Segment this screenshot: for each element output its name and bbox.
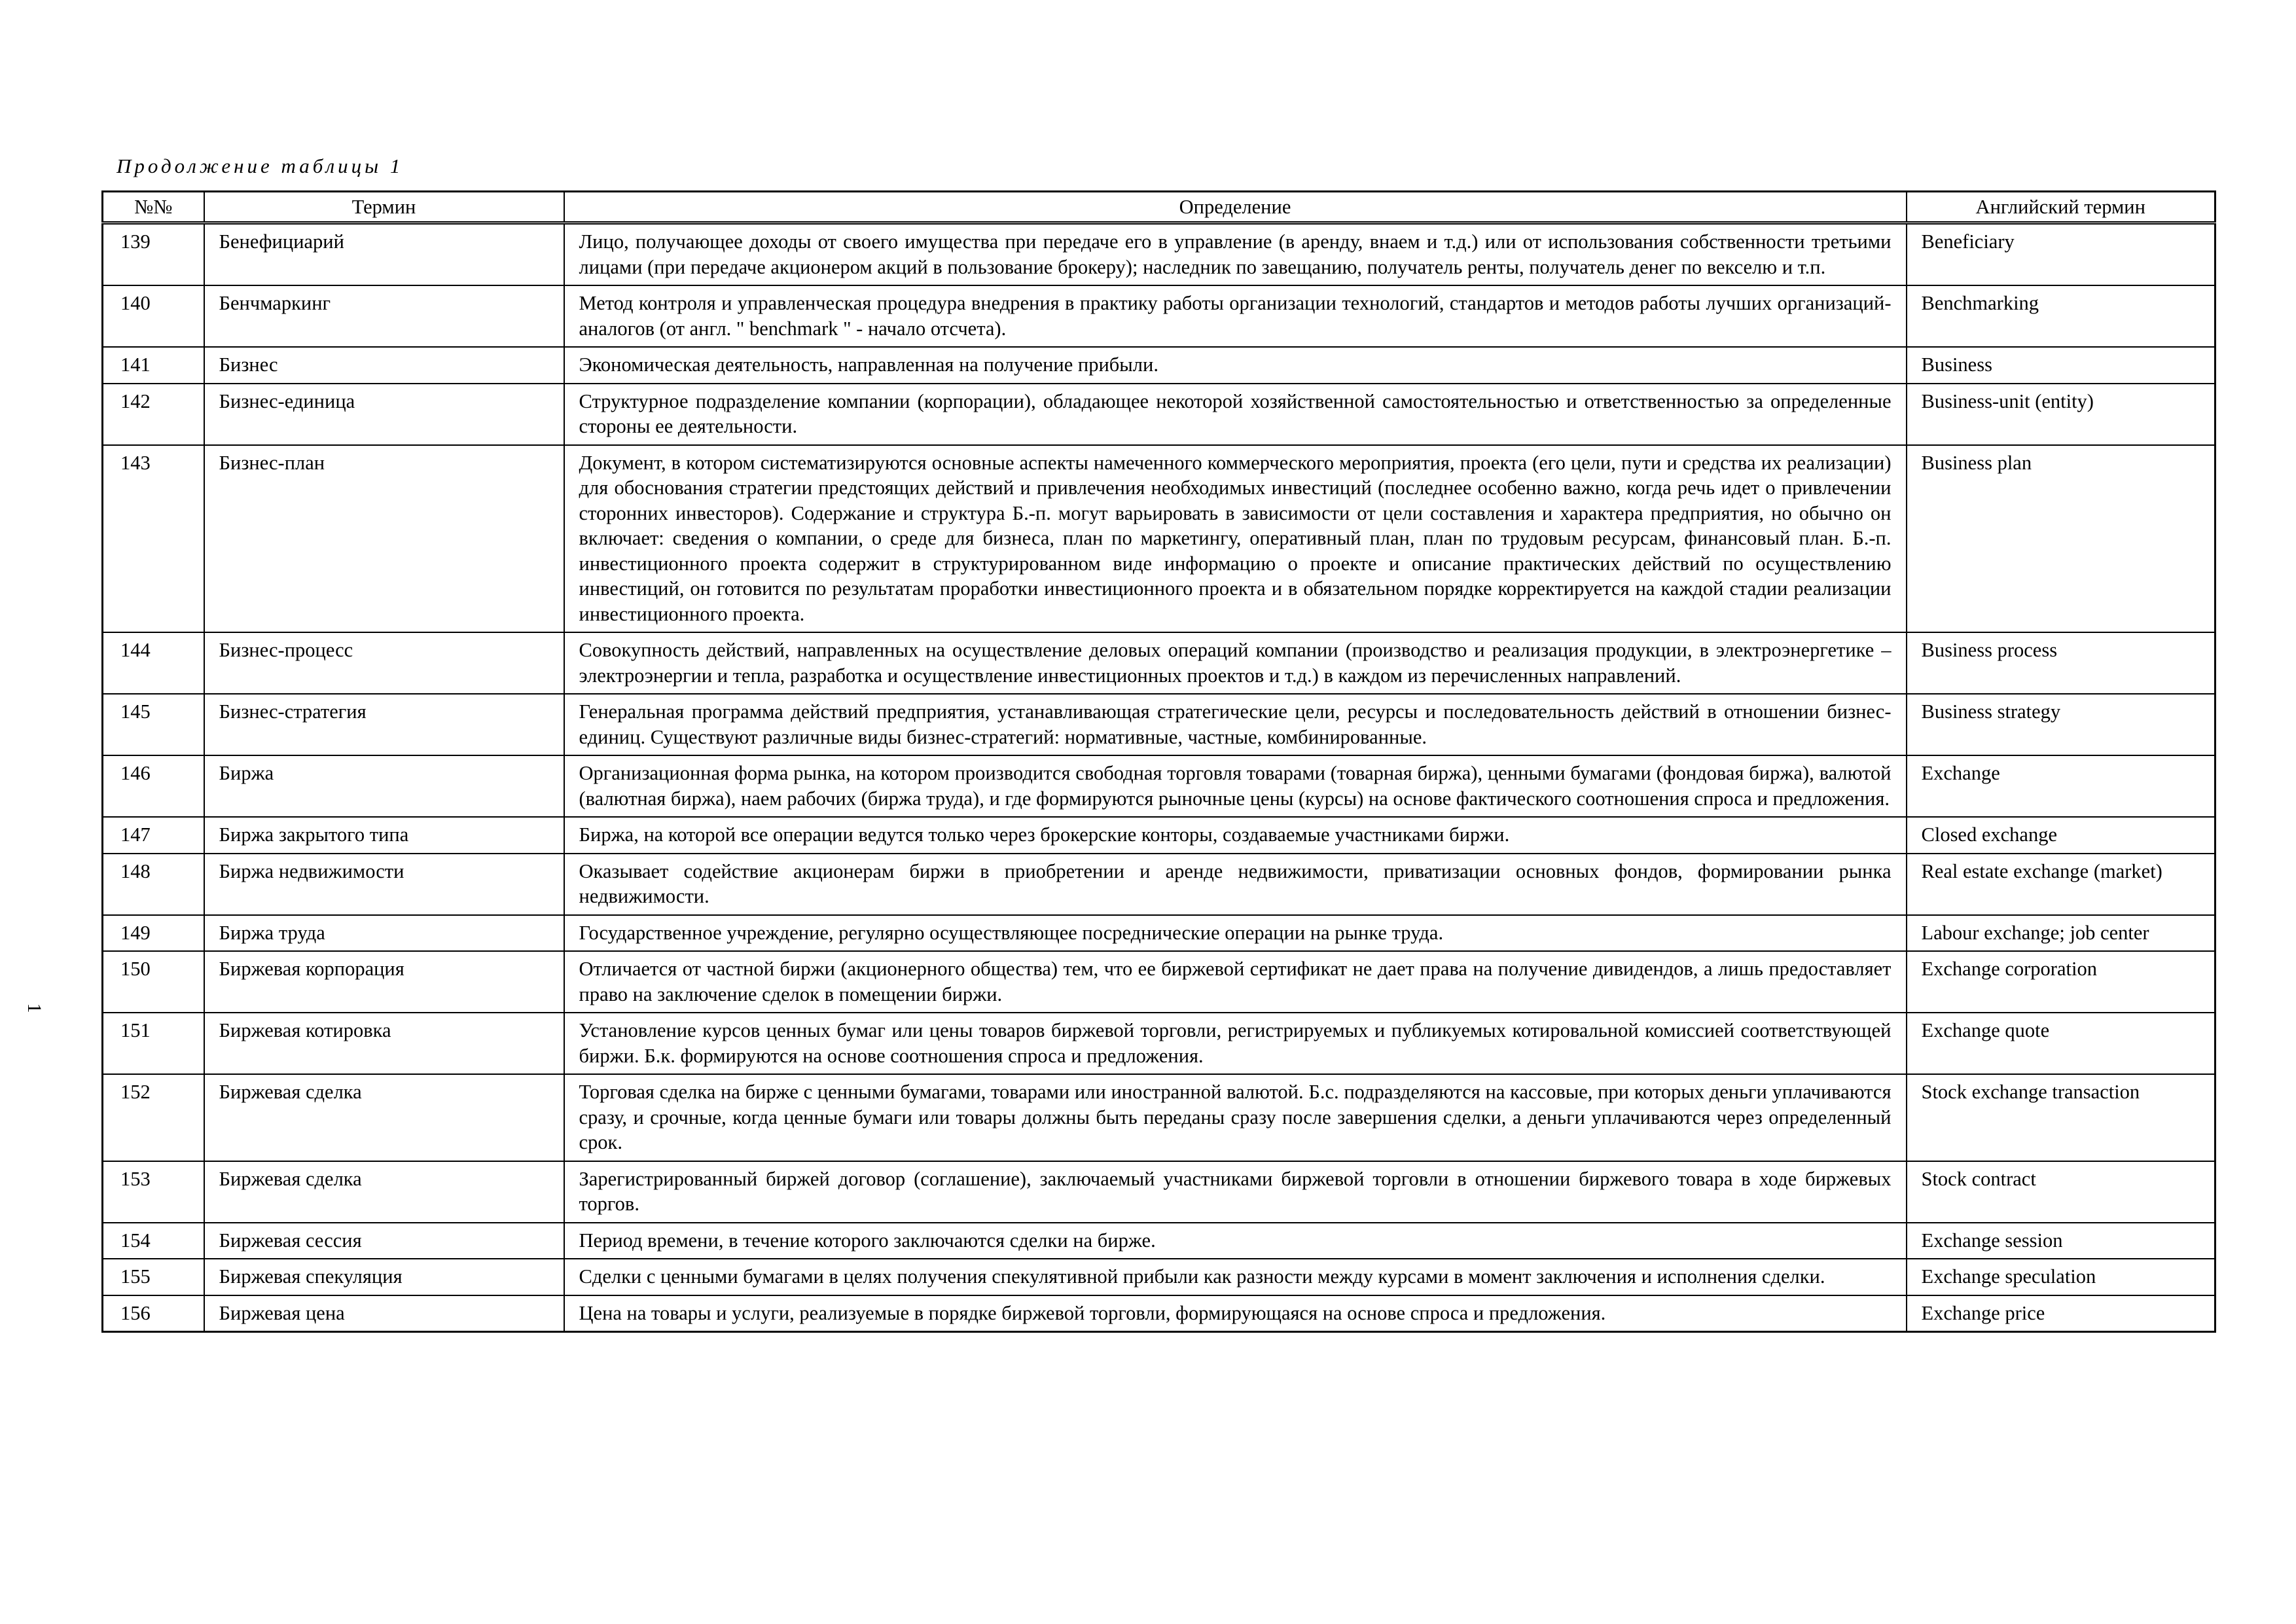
table-row <box>103 384 2215 445</box>
header-definition: Определение <box>564 192 1907 223</box>
row-term: Бизнес <box>204 347 564 384</box>
row-term: Биржевая сделка <box>204 1161 564 1223</box>
row-number: 155 <box>103 1259 204 1295</box>
row-definition: Оказывает содействие акционерам биржи в приобретении и аренде недвижимости, приватизации основных фондов, формировании рынка недвижимости. <box>564 854 1907 915</box>
row-number: 156 <box>103 1295 204 1332</box>
row-english-term: Real estate exchange (market) <box>1907 854 2215 915</box>
row-definition: Метод контроля и управленческая процедура внедрения в практику работы организации технологий, стандартов и методов работы лучших организаций-аналогов (от англ. " benchmark " - начало отсчета). <box>564 285 1907 347</box>
row-definition: Зарегистрированный биржей договор (соглашение), заключаемый участниками биржевой торговли в отношении биржевого товара в ходе биржевых торгов. <box>564 1161 1907 1223</box>
row-english-term: Closed exchange <box>1907 817 2215 854</box>
table-row <box>103 285 2215 347</box>
row-number: 140 <box>103 285 204 347</box>
table-header-row <box>103 192 2215 223</box>
header-term: Термин <box>204 192 564 223</box>
row-english-term: Labour exchange; job center <box>1907 915 2215 952</box>
table-row <box>103 223 2215 286</box>
row-english-term: Exchange speculation <box>1907 1259 2215 1295</box>
row-definition: Сделки с ценными бумагами в целях получения спекулятивной прибыли как разности между курсами в момент заключения и исполнения сделки. <box>564 1259 1907 1295</box>
row-definition: Организационная форма рынка, на котором производится свободная торговля товарами (товарная биржа), ценными бумагами (фондовая биржа), валютой (валютная биржа), наем рабочих (биржа труда), и где формируются рыночные цены (курсы) на основе фактического соотношения спроса и предложения. <box>564 755 1907 817</box>
row-definition: Структурное подразделение компании (корпорации), обладающее некоторой хозяйственной самостоятельностью и ответственностью за определенные стороны ее деятельности. <box>564 384 1907 445</box>
row-term: Бенефициарий <box>204 223 564 286</box>
row-number: 141 <box>103 347 204 384</box>
row-term: Биржевая корпорация <box>204 951 564 1013</box>
row-english-term: Benchmarking <box>1907 285 2215 347</box>
row-english-term: Business <box>1907 347 2215 384</box>
row-term: Биржа труда <box>204 915 564 952</box>
row-term: Бизнес-единица <box>204 384 564 445</box>
table-row <box>103 694 2215 755</box>
row-english-term: Business plan <box>1907 445 2215 633</box>
table-row <box>103 445 2215 633</box>
row-number: 144 <box>103 632 204 694</box>
table-row <box>103 1074 2215 1161</box>
row-definition: Торговая сделка на бирже с ценными бумагами, товарами или иностранной валютой. Б.с. подразделяются на кассовые, при которых деньги уплачиваются сразу, и срочные, когда ценные бумаги или товары должны быть переданы сразу после завершения сделки, а деньги уплачиваются через определенный срок. <box>564 1074 1907 1161</box>
row-definition: Документ, в котором систематизируются основные аспекты намеченного коммерческого мероприятия, проекта (его цели, пути и средства их реализации) для обоснования стратегии предстоящих действий и привлечения необходимых инвестиций (последнее особенно важно, когда речь идет о привлечении сторонних инвесторов). Содержание и структура Б.-п. могут варьировать в зависимости от цели составления и характера предприятия, но обычно он включает: сведения о компании, о среде для бизнеса, план по маркетингу, оперативный план, план по трудовым ресурсам, финансовый план. Б.-п. инвестиционного проекта содержит в структурированном виде информацию о проекте и описание практических действий по осуществлению инвестиций, он готовится по результатам проработки инвестиционного проекта и в обязательном порядке корректируется на каждой стадии реализации инвестиционного проекта. <box>564 445 1907 633</box>
table-row <box>103 1259 2215 1295</box>
row-definition: Отличается от частной биржи (акционерного общества) тем, что ее биржевой сертификат не дает права на получение дивидендов, а лишь предоставляет право на заключение сделок в помещении биржи. <box>564 951 1907 1013</box>
row-definition: Совокупность действий, направленных на осуществление деловых операций компании (производство и реализация продукции, в электроэнергетике – электроэнергии и тепла, разработка и осуществление инвестиционных проектов и т.д.) в каждом из перечисленных направлений. <box>564 632 1907 694</box>
row-term: Бизнес-план <box>204 445 564 633</box>
table-row <box>103 854 2215 915</box>
row-number: 147 <box>103 817 204 854</box>
row-english-term: Exchange price <box>1907 1295 2215 1332</box>
table-row <box>103 817 2215 854</box>
row-term: Бизнес-стратегия <box>204 694 564 755</box>
row-number: 152 <box>103 1074 204 1161</box>
row-english-term: Business strategy <box>1907 694 2215 755</box>
table-row <box>103 1295 2215 1332</box>
row-term: Биржевая сессия <box>204 1223 564 1259</box>
row-number: 153 <box>103 1161 204 1223</box>
row-definition: Цена на товары и услуги, реализуемые в порядке биржевой торговли, формирующаяся на основе спроса и предложения. <box>564 1295 1907 1332</box>
row-definition: Установление курсов ценных бумаг или цены товаров биржевой торговли, регистрируемых и публикуемых котировальной комиссией соответствующей биржи. Б.к. формируются на основе соотношения спроса и предложения. <box>564 1013 1907 1074</box>
row-english-term: Exchange corporation <box>1907 951 2215 1013</box>
page-number: 1 <box>24 1003 45 1013</box>
row-english-term: Business process <box>1907 632 2215 694</box>
row-english-term: Beneficiary <box>1907 223 2215 286</box>
table-row <box>103 347 2215 384</box>
table-row <box>103 1223 2215 1259</box>
table-row <box>103 755 2215 817</box>
row-number: 148 <box>103 854 204 915</box>
row-number: 150 <box>103 951 204 1013</box>
row-definition: Период времени, в течение которого заключаются сделки на бирже. <box>564 1223 1907 1259</box>
row-number: 146 <box>103 755 204 817</box>
row-number: 151 <box>103 1013 204 1074</box>
table-row <box>103 951 2215 1013</box>
glossary-table <box>101 190 2216 1333</box>
row-number: 139 <box>103 223 204 286</box>
row-definition: Генеральная программа действий предприятия, устанавливающая стратегические цели, ресурсы и последовательность действий в отношении бизнес-единиц. Существуют различные виды бизнес-стратегий: нормативные, частные, комбинированные. <box>564 694 1907 755</box>
row-term: Биржевая цена <box>204 1295 564 1332</box>
table-caption: Продолжение таблицы 1 <box>117 154 404 177</box>
row-definition: Государственное учреждение, регулярно осуществляющее посреднические операции на рынке труда. <box>564 915 1907 952</box>
row-english-term: Stock exchange transaction <box>1907 1074 2215 1161</box>
row-number: 154 <box>103 1223 204 1259</box>
row-english-term: Exchange <box>1907 755 2215 817</box>
row-term: Бизнес-процесс <box>204 632 564 694</box>
row-english-term: Exchange session <box>1907 1223 2215 1259</box>
row-term: Биржевая спекуляция <box>204 1259 564 1295</box>
row-number: 145 <box>103 694 204 755</box>
row-term: Биржевая сделка <box>204 1074 564 1161</box>
table-row <box>103 632 2215 694</box>
row-english-term: Exchange quote <box>1907 1013 2215 1074</box>
row-term: Бенчмаркинг <box>204 285 564 347</box>
row-number: 142 <box>103 384 204 445</box>
table-row <box>103 1161 2215 1223</box>
row-term: Биржевая котировка <box>204 1013 564 1074</box>
row-definition: Биржа, на которой все операции ведутся только через брокерские конторы, создаваемые участниками биржи. <box>564 817 1907 854</box>
row-term: Биржа недвижимости <box>204 854 564 915</box>
row-english-term: Stock contract <box>1907 1161 2215 1223</box>
row-definition: Экономическая деятельность, направленная на получение прибыли. <box>564 347 1907 384</box>
header-number: №№ <box>103 192 204 223</box>
row-definition: Лицо, получающее доходы от своего имущества при передаче его в управление (в аренду, внаем и т.д.) или от использования собственности третьими лицами (при передаче акционером акций в пользование брокеру); наследник по завещанию, получатель ренты, получатель денег по векселю и т.п. <box>564 223 1907 286</box>
row-english-term: Business-unit (entity) <box>1907 384 2215 445</box>
table-row <box>103 915 2215 952</box>
table-row <box>103 1013 2215 1074</box>
row-number: 143 <box>103 445 204 633</box>
row-term: Биржа закрытого типа <box>204 817 564 854</box>
header-english: Английский термин <box>1907 192 2215 223</box>
row-term: Биржа <box>204 755 564 817</box>
row-number: 149 <box>103 915 204 952</box>
